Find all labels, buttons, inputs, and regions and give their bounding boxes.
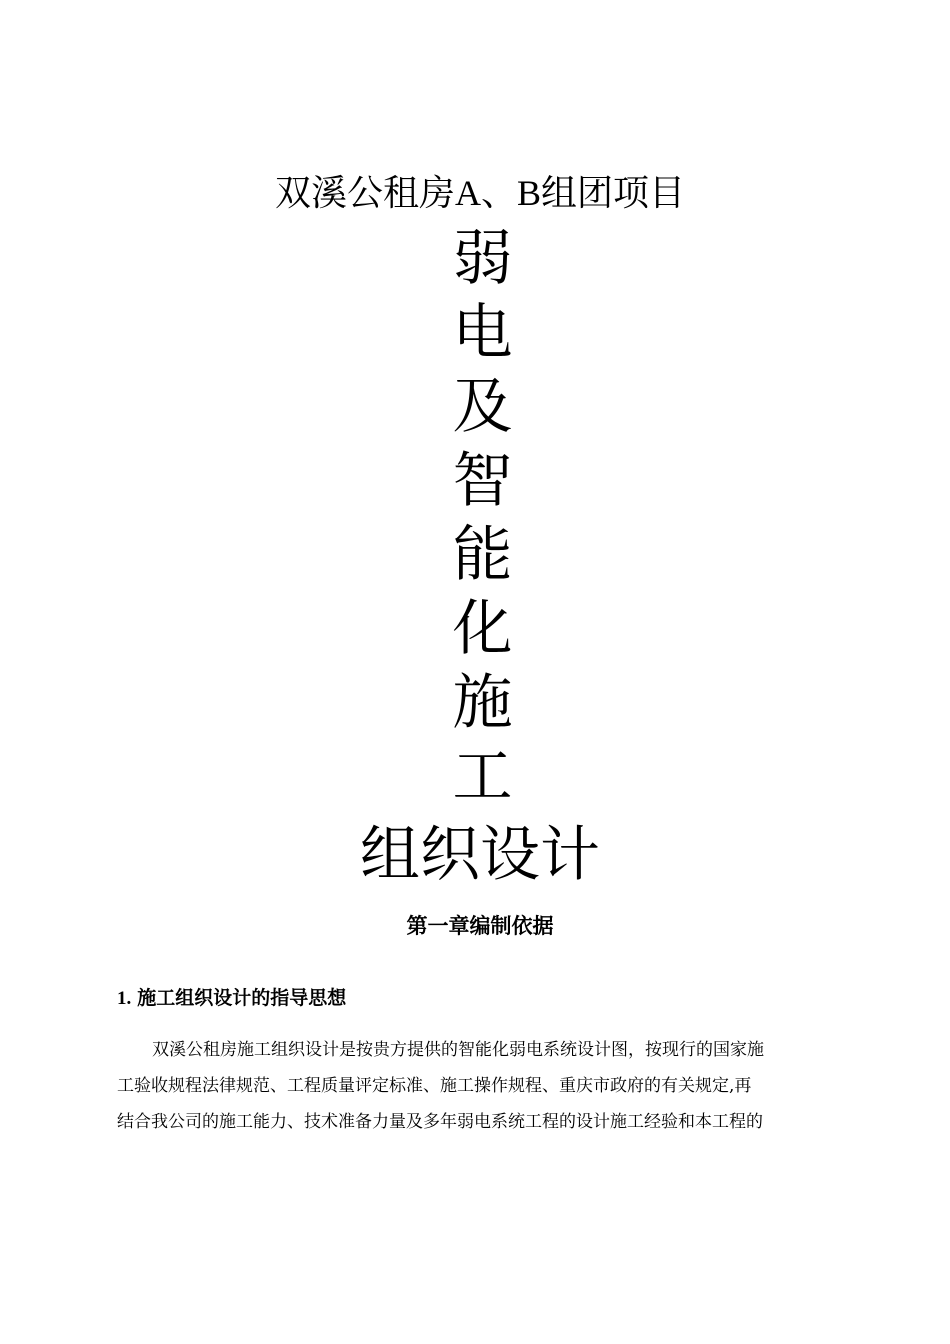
vertical-title-char: 智 xyxy=(452,446,513,516)
document-main-title: 组织设计 xyxy=(360,820,600,890)
vertical-title-char: 电 xyxy=(452,298,513,368)
vertical-title xyxy=(0,222,950,814)
vertical-title-char: 施 xyxy=(452,668,513,738)
vertical-title-char: 弱 xyxy=(452,224,513,294)
body-paragraph xyxy=(117,1035,857,1143)
vertical-title-char: 及 xyxy=(452,372,513,442)
section-heading xyxy=(117,983,346,1014)
paragraph-line: 工验收规程法律规范、工程质量评定标准、施工操作规程、重庆市政府的有关规定,再 xyxy=(117,1076,752,1096)
vertical-title-char: 工 xyxy=(452,742,513,812)
vertical-title-char: 能 xyxy=(452,520,513,590)
section-title: 施工组织设计的指导思想 xyxy=(137,987,347,1009)
chapter-heading: 第一章编制依据 xyxy=(406,914,554,938)
document-subtitle: 双溪公租房A、B组团项目 xyxy=(274,173,685,213)
section-number: 1. xyxy=(117,988,132,1009)
paragraph-line: 双溪公租房施工组织设计是按贵方提供的智能化弱电系统设计图，按现行的国家施 xyxy=(152,1040,764,1060)
vertical-title-char: 化 xyxy=(452,594,513,664)
paragraph-line: 结合我公司的施工能力、技术准备力量及多年弱电系统工程的设计施工经验和本工程的 xyxy=(117,1112,763,1132)
